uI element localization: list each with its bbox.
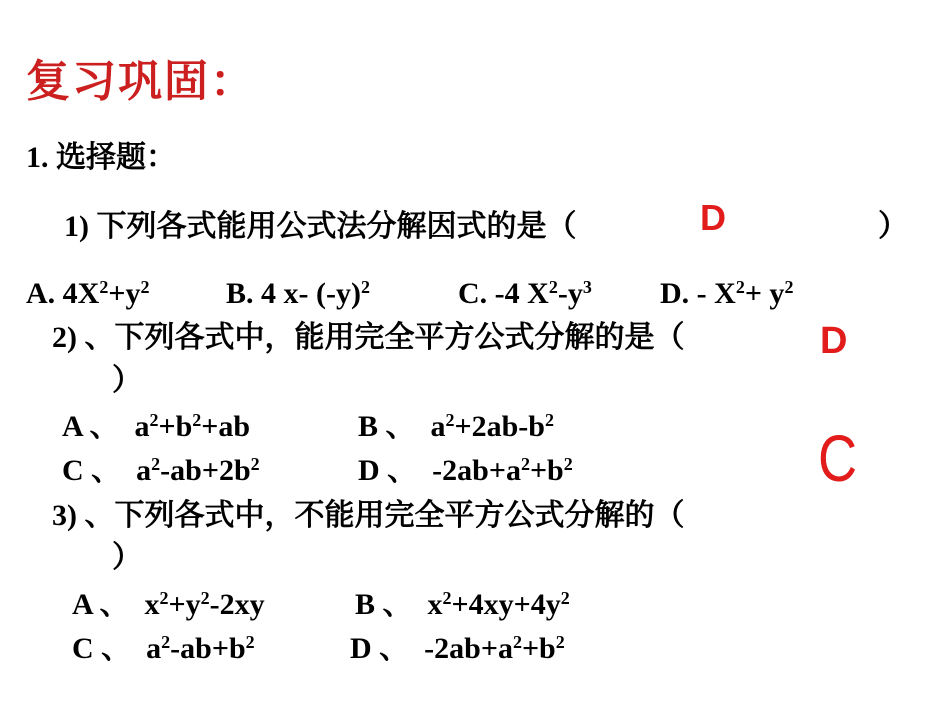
question-3-option-c: C 、 $a^2-ab+b^2$ [72, 632, 255, 665]
question-2-option-c: C 、 $a^2-ab+2b^2$ [62, 454, 260, 487]
question-1-stem: 1) 下列各式能用公式法分解因式的是（ [64, 210, 577, 243]
question-1-close-paren: ） [878, 210, 908, 243]
question-1-option-d: D. - $X^2+ y^2$ [660, 277, 794, 310]
question-3-stem: 3) 、下列各式中，不能用完全平方公式分解的（ [52, 499, 685, 532]
question-2-stem: 2) 、下列各式中，能用完全平方公式分解的是（ [52, 321, 685, 354]
question-2-option-b: B 、 $a^2+2ab-b^2$ [358, 410, 554, 443]
question-3-option-a: A 、 $x^2+y^2-2xy$ [72, 588, 265, 621]
question-3-option-b: B 、 $x^2+4xy+4y^2$ [355, 588, 570, 621]
question-2-answer: D [820, 320, 848, 362]
question-2-close-paren: ） [112, 364, 142, 397]
question-1-option-a: A. $4X^2+y^2$ [26, 277, 150, 310]
question-3-option-d: D 、 $-2ab+a^2+b^2$ [350, 632, 565, 665]
section-heading: 1. 选择题： [26, 141, 176, 174]
question-1-option-b: B. 4 x- $(-y)^2$ [226, 277, 370, 310]
question-3-answer: C [818, 421, 858, 495]
question-3-close-paren: ） [112, 541, 142, 574]
page-title: 复习巩固： [26, 57, 256, 106]
question-2-option-a: A 、 $a^2+b^2+ab$ [62, 410, 251, 443]
question-1-option-c: C. -4 $X^2-y^3$ [458, 277, 592, 310]
question-1-answer: D [700, 197, 726, 238]
question-2-option-d: D 、 $-2ab+a^2+b^2$ [358, 454, 573, 487]
